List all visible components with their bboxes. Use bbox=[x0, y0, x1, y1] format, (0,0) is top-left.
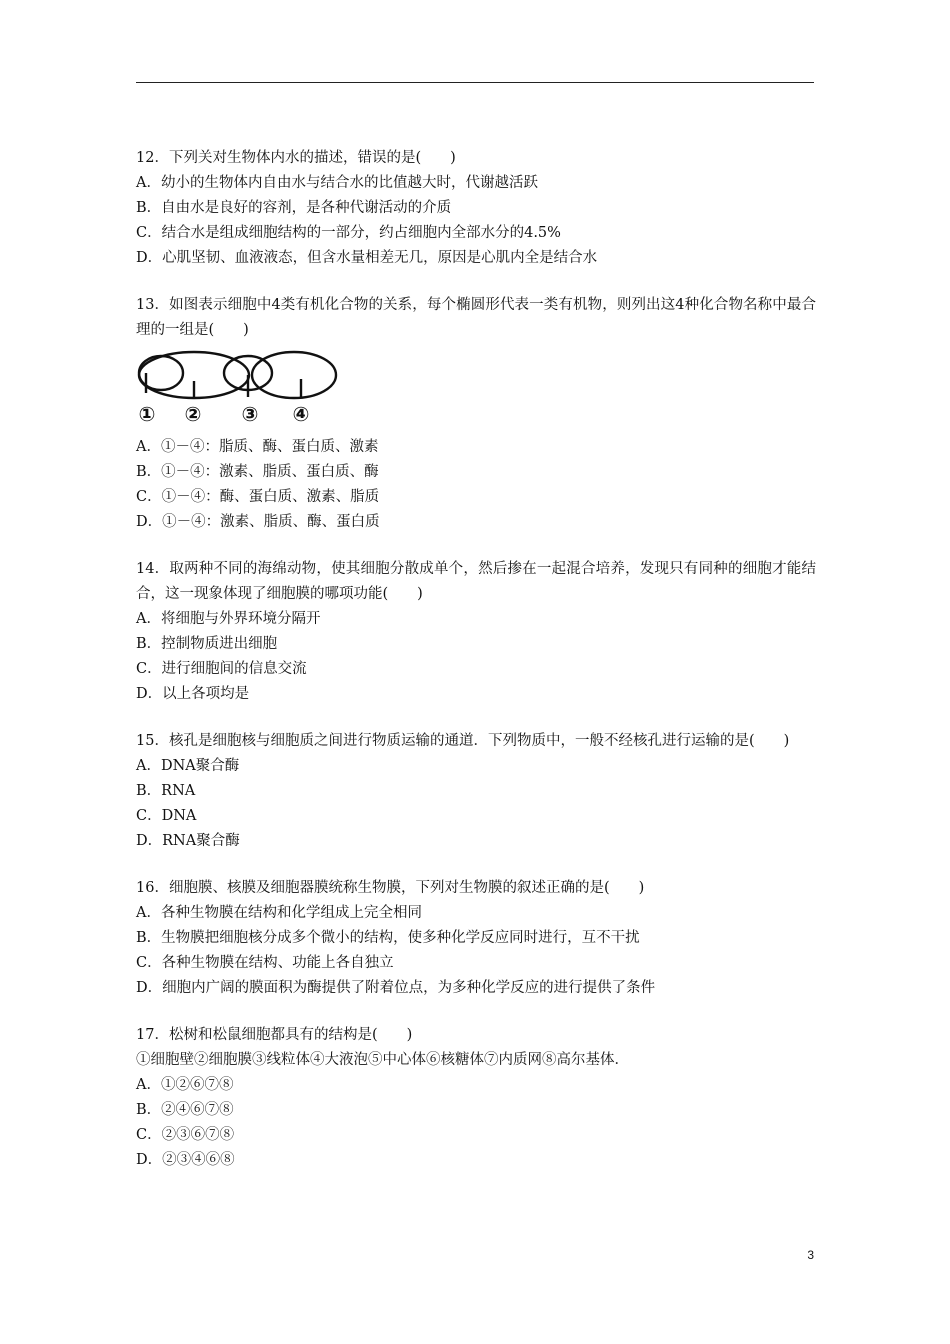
diagram-label-2: ② bbox=[184, 402, 202, 426]
option-a: A．各种生物膜在结构和化学组成上完全相同 bbox=[136, 905, 422, 921]
question-list bbox=[136, 146, 816, 1195]
option-c: C．②③⑥⑦⑧ bbox=[136, 1127, 235, 1143]
question-17 bbox=[136, 1023, 816, 1173]
question-16 bbox=[136, 876, 816, 1001]
question-stem: 17．松树和松鼠细胞都具有的结构是( ) bbox=[136, 1027, 413, 1043]
question-12 bbox=[136, 146, 816, 271]
diagram-label-4: ④ bbox=[292, 402, 310, 426]
option-b: B．控制物质进出细胞 bbox=[136, 636, 278, 652]
question-14 bbox=[136, 557, 816, 707]
option-c: C．①－④：酶、蛋白质、激素、脂质 bbox=[136, 489, 380, 505]
option-a: A．DNA聚合酶 bbox=[136, 758, 240, 774]
option-d: D．细胞内广阔的膜面积为酶提供了附着位点，为多种化学反应的进行提供了条件 bbox=[136, 980, 656, 996]
question-stem: 15．核孔是细胞核与细胞质之间进行物质运输的通道．下列物质中，一般不经核孔进行运输的是( ) bbox=[136, 733, 790, 749]
question-stem: 13．如图表示细胞中4类有机化合物的关系，每个椭圆形代表一类有机物，则列出这4种化合物名称中最合理的一组是( ) bbox=[136, 297, 816, 338]
question-stem: 12．下列关对生物体内水的描述，错误的是( ) bbox=[136, 150, 456, 166]
diagram-label-3: ③ bbox=[241, 402, 259, 426]
structure-list: ①细胞壁②细胞膜③线粒体④大液泡⑤中心体⑥核糖体⑦内质网⑧高尔基体． bbox=[136, 1052, 629, 1068]
option-c: C．DNA bbox=[136, 808, 197, 824]
option-d: D．②③④⑥⑧ bbox=[136, 1152, 235, 1168]
organic-compound-ellipse-diagram bbox=[136, 349, 356, 431]
option-b: B．生物膜把细胞核分成多个微小的结构，使多种化学反应同时进行，互不干扰 bbox=[136, 930, 640, 946]
option-d: D．心肌坚韧、血液液态，但含水量相差无几，原因是心肌内全是结合水 bbox=[136, 250, 598, 266]
question-stem: 16．细胞膜、核膜及细胞器膜统称生物膜，下列对生物膜的叙述正确的是( ) bbox=[136, 880, 645, 896]
option-c: C．进行细胞间的信息交流 bbox=[136, 661, 307, 677]
header-rule bbox=[136, 82, 814, 83]
question-15 bbox=[136, 729, 816, 854]
option-a: A．①②⑥⑦⑧ bbox=[136, 1077, 234, 1093]
option-c: C．各种生物膜在结构、功能上各自独立 bbox=[136, 955, 394, 971]
option-b: B．自由水是良好的容剂，是各种代谢活动的介质 bbox=[136, 200, 452, 216]
option-c: C．结合水是组成细胞结构的一部分，约占细胞内全部水分的4.5% bbox=[136, 225, 561, 241]
ellipse-4 bbox=[252, 352, 336, 398]
option-d: D．①－④：激素、脂质、酶、蛋白质 bbox=[136, 514, 380, 530]
option-d: D．RNA聚合酶 bbox=[136, 833, 240, 849]
question-stem: 14．取两种不同的海绵动物，使其细胞分散成单个，然后掺在一起混合培养，发现只有同种的细胞才能结合，这一现象体现了细胞膜的哪项功能( ) bbox=[136, 561, 816, 602]
option-d: D．以上各项均是 bbox=[136, 686, 250, 702]
diagram-label-1: ① bbox=[138, 402, 156, 426]
option-b: B．②④⑥⑦⑧ bbox=[136, 1102, 234, 1118]
question-13 bbox=[136, 293, 816, 535]
option-b: B．①－④：激素、脂质、蛋白质、酶 bbox=[136, 464, 379, 480]
option-a: A．将细胞与外界环境分隔开 bbox=[136, 611, 321, 627]
page-number: 3 bbox=[807, 1248, 814, 1262]
option-a: A．幼小的生物体内自由水与结合水的比值越大时，代谢越活跃 bbox=[136, 175, 538, 191]
option-a: A．①－④：脂质、酶、蛋白质、激素 bbox=[136, 439, 379, 455]
option-b: B．RNA bbox=[136, 783, 196, 799]
